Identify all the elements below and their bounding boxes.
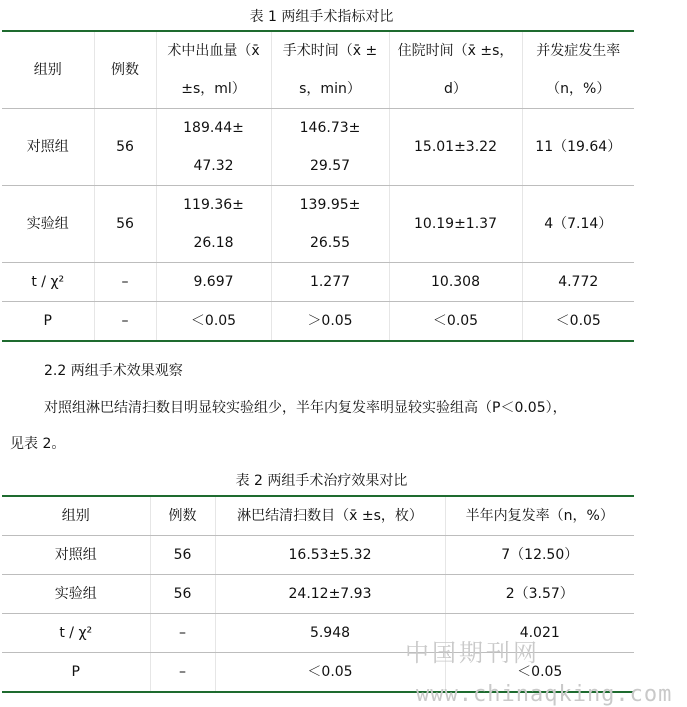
table1-header-cell	[94, 31, 156, 109]
table1-cell	[94, 302, 156, 342]
table2-cell: –	[150, 653, 215, 693]
cell-line: 56	[116, 216, 134, 232]
section-heading: 2.2 两组手术效果观察	[44, 363, 183, 379]
cell-line: 56	[116, 139, 134, 155]
cell-line: 4.772	[558, 274, 599, 290]
cell-line: 11（19.64）	[535, 139, 622, 155]
cell-line: 10.308	[431, 274, 480, 290]
table1-row	[2, 302, 634, 342]
table1-cell	[271, 263, 389, 302]
table2-cell: 56	[150, 575, 215, 614]
cell-line: t / χ²	[31, 274, 65, 290]
cell-line: 并发症发生率	[536, 43, 621, 59]
table1-cell	[2, 109, 94, 186]
table1-cell	[94, 109, 156, 186]
table1-cell	[94, 263, 156, 302]
table2-cell: 7（12.50）	[445, 536, 634, 575]
table1-cell	[271, 186, 389, 263]
table1-cell	[389, 302, 522, 342]
cell-line: –	[121, 274, 129, 290]
table1-row	[2, 186, 634, 263]
table1-cell	[389, 109, 522, 186]
table2-header-cell: 淋巴结清扫数目（x̄ ±s，枚）	[215, 496, 445, 536]
cell-line: 29.57	[309, 158, 351, 174]
table2-header-cell: 组别	[2, 496, 150, 536]
table2-header-cell: 半年内复发率（n，%）	[445, 496, 634, 536]
table1-cell	[94, 186, 156, 263]
watermark-logo-text: 中国期刊网	[405, 639, 540, 667]
table2-cell: ＜0.05	[215, 653, 445, 693]
table2-header-cell: 例数	[150, 496, 215, 536]
cell-line: 组别	[33, 62, 62, 78]
table2-cell: –	[150, 614, 215, 653]
table1-cell	[271, 109, 389, 186]
table1-cell	[271, 302, 389, 342]
table2-cell: 对照组	[2, 536, 150, 575]
table2-row	[2, 536, 634, 575]
cell-line: 146.73±	[299, 120, 361, 136]
table1-cell	[522, 263, 634, 302]
table2-cell: 实验组	[2, 575, 150, 614]
cell-line: P	[43, 313, 52, 329]
cell-line: ＞0.05	[307, 313, 353, 329]
cell-line: 4（7.14）	[544, 216, 613, 232]
table2-cell: ＜0.05	[445, 653, 634, 693]
table2-cell: 24.12±7.93	[215, 575, 445, 614]
table1-row	[2, 109, 634, 186]
table2-cell: P	[2, 653, 150, 693]
cell-line: 住院时间（x̄ ±s，	[397, 43, 514, 59]
cell-line: –	[121, 313, 129, 329]
table1-row	[2, 263, 634, 302]
table1-cell	[156, 263, 271, 302]
cell-line: ＜0.05	[432, 313, 479, 329]
cell-line: （n，%）	[546, 81, 611, 97]
cell-line: 术中出血量（x̄	[167, 43, 260, 59]
table1-cell	[2, 263, 94, 302]
table1-header-cell	[522, 31, 634, 109]
table2-cell: 2（3.57）	[445, 575, 634, 614]
cell-line: s，min）	[299, 81, 361, 97]
cell-line: 例数	[111, 62, 139, 78]
cell-line: ＜0.05	[555, 313, 601, 329]
cell-line: 手术时间（x̄ ±	[282, 43, 378, 59]
table1-cell	[156, 109, 271, 186]
cell-line: 47.32	[193, 158, 234, 174]
table2-row	[2, 575, 634, 614]
table1-header-cell	[156, 31, 271, 109]
watermark-url: www.chinaqking.com	[416, 682, 673, 707]
table1-cell	[522, 109, 634, 186]
table1-header-cell	[271, 31, 389, 109]
cell-line: 对照组	[26, 139, 69, 155]
table2-cell: 5.948	[215, 614, 445, 653]
table1-cell	[522, 302, 634, 342]
cell-line: d）	[444, 81, 467, 97]
cell-line: 9.697	[193, 274, 234, 290]
paragraph-line-2: 见表 2。	[10, 436, 66, 452]
paragraph-line-1: 对照组淋巴结清扫数目明显较实验组少，半年内复发率明显较实验组高（P＜0.05），	[44, 400, 567, 416]
cell-line: 189.44±	[183, 120, 244, 136]
table2-cell: 56	[150, 536, 215, 575]
cell-line: ±s，ml）	[181, 81, 246, 97]
table1-cell	[522, 186, 634, 263]
table1	[2, 30, 634, 342]
table1-cell	[2, 186, 94, 263]
table1-header-row	[2, 31, 634, 109]
table1-cell	[389, 186, 522, 263]
cell-line: 119.36±	[183, 197, 244, 213]
cell-line: 1.277	[309, 274, 351, 290]
cell-line: ＜0.05	[190, 313, 237, 329]
table2-cell: 16.53±5.32	[215, 536, 445, 575]
table1-cell	[156, 186, 271, 263]
cell-line: 26.55	[309, 235, 351, 251]
table2-caption: 表 2 两组手术治疗效果对比	[235, 473, 408, 489]
table1-cell	[2, 302, 94, 342]
cell-line: 26.18	[193, 235, 234, 251]
table1-header-cell	[389, 31, 522, 109]
table2-cell: t / χ²	[2, 614, 150, 653]
cell-line: 10.19±1.37	[414, 216, 497, 232]
cell-line: 实验组	[26, 216, 69, 232]
table1-cell	[156, 302, 271, 342]
table1-cell	[389, 263, 522, 302]
cell-line: 139.95±	[299, 197, 361, 213]
table1-caption: 表 1 两组手术指标对比	[249, 9, 394, 25]
cell-line: 15.01±3.22	[414, 139, 497, 155]
table2-cell: 4.021	[445, 614, 634, 653]
table2-header-row	[2, 496, 634, 536]
table1-header-cell	[2, 31, 94, 109]
